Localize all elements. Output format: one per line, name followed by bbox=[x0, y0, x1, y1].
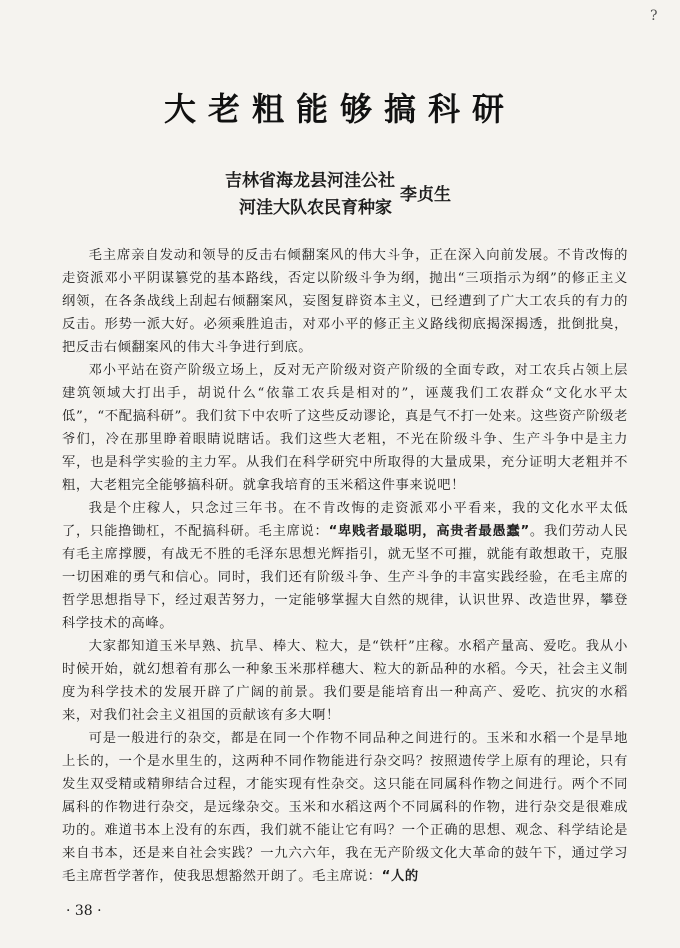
paragraph-2: 邓小平站在资产阶级立场上，反对无产阶级对资产阶级的全面专政，对工农兵占领上层建筑领域大打出手，胡说什么“依靠工农兵是相对的”，诬蔑我们工农群众“文化水平太低”，“不配搞科研”。我们贫下中农听了这些反动谬论，真是气不打一处来。这些资产阶级老爷们，冷在那里睁着眼睛说瞎话。我们这些大老粗，不光在阶级斗争、生产斗争中是主力军，也是科学实验的主力军。从我们在科学研究中所取得的大量成果，充分证明大老粗并不粗，大老粗完全能够搞科研。就拿我培育的玉米稻这件事来说吧！ bbox=[62, 363, 628, 493]
paragraph-4: 大家都知道玉米早熟、抗旱、棒大、粒大，是“铁杆”庄稼。水稻产量高、爱吃。我从小时候开始，就幻想着有那么一种象玉米那样穗大、粒大的新品种的水稻。今天，社会主义制度为科学技术的发展开辟了广阔的前景。我们要是能培育出一种高产、爱吃、抗灾的水稻来，对我们社会主义祖国的贡献该有多大啊！ bbox=[62, 639, 628, 723]
corner-mark: ? bbox=[650, 8, 658, 24]
paragraph-3-lead: 我是个庄稼人，只念过三年书。在不肯改悔的走资派邓小平看来，我的文化水平太低了，只能撸锄杠，不配搞科研。毛主席说： bbox=[62, 501, 628, 539]
article-title: 大老粗能够搞科研 bbox=[163, 90, 516, 128]
paragraph-3 bbox=[62, 497, 628, 635]
paragraph-3-quote: “卑贱者最聪明，高贵者最愚蠢” bbox=[328, 524, 530, 539]
article-body bbox=[62, 244, 628, 888]
byline bbox=[225, 168, 451, 222]
paragraph-5-text: 可是一般进行的杂交，都是在同一个作物不同品种之间进行的。玉米和水稻一个是旱地上长的，一个是水里生的，这两种不同作物能进行杂交吗？按照遗传学上原有的理论，只有发生双受精或精卵结合过程，才能实现有性杂交。这只能在同属科作物之间进行。两个不同属科的作物进行杂交，是远缘杂交。玉米和水稻这两个不同属科的作物，进行杂交是很难成功的。难道书本上没有的东西，我们就不能让它有吗？一个正确的思想、观念、科学结论是来自书本，还是来自社会实践？一九六六年，我在无产阶级文化大革命的鼓午下，通过学习毛主席哲学著作，使我思想豁然开朗了。毛主席说： bbox=[62, 731, 628, 884]
byline-org-line2: 河洼大队农民育种家 bbox=[239, 198, 392, 218]
paragraph-5-end: “人的 bbox=[381, 869, 419, 884]
paragraph-5 bbox=[62, 727, 628, 888]
page-number: · 38 · bbox=[66, 903, 102, 919]
byline-author: 李贞生 bbox=[400, 185, 451, 205]
paragraph-3-rest: 。我们劳动人民有毛主席撑腰，有战无不胜的毛泽东思想光辉指引，就无坚不可摧，就能有敢想敢干，克服一切困难的勇气和信心。同时，我们还有阶级斗争、生产斗争的丰富实践经验，在毛主席的哲学思想指导下，经过艰苦努力，一定能够掌握大自然的规律，认识世界、改造世界，攀登科学技术的高峰。 bbox=[62, 524, 628, 631]
byline-org-line1: 吉林省海龙县河洼公社 bbox=[225, 171, 395, 191]
paragraph-1: 毛主席亲自发动和领导的反击右倾翻案风的伟大斗争，正在深入向前发展。不肯改悔的走资派邓小平阴谋篡党的基本路线，否定以阶级斗争为纲，抛出“三项指示为纲”的修正主义纲领，在各条战线上刮起右倾翻案风，妄图复辟资本主义，已经遭到了广大工农兵的有力的反击。形势一派大好。必须乘胜追击，对邓小平的修正主义路线彻底揭深揭透，批倒批臭，把反击右倾翻案风的伟大斗争进行到底。 bbox=[62, 248, 628, 355]
